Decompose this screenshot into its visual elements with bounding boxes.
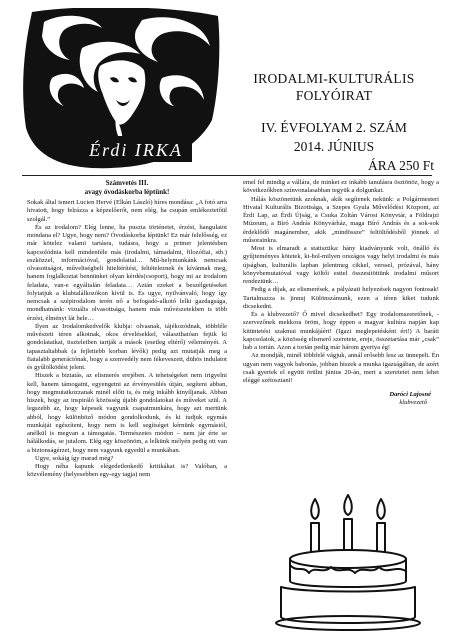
- paragraph: Hiszek a biztatás, az elismerés erejében. A tehetségeket nem irigyelni kell, hanem támogatni, egyengetni az érvényesülés útján, segíteni abban, hogy megmutatkozzanak minél előtt is, és még inkább kinyíljanak. Abban hiszek, hogy az inspiráló közösség újabb gondolatokat és műveket szül. A legszebb az, hogy képesek vagyunk csapatmunkára, hogy azt mertünk abból, hogy különböző módon gondolkodunk, és ki tudjuk egymás munkáját egészíteni, hogy nem is kell segítséget kérnünk egymástól, anélkül is megvan a támogatás. Természetes módon – nem jár érte se hálálkodás, se jutalom. Elég egy köszönöm, a lelkünk mélyén pedig ott van a biztonságérzet, hogy nem vagyunk egyedül a munkában.: [27, 372, 227, 454]
- paragraph: És az irodalom? Elég lenne, ha puszta történetet, érzést, hangulatot mondana el? Ugye, hogy nem? Óvodáskorba léptünk! Ez már felelősség, ez már kötelez valami tartásra, tudásra, hogy a primer jelentésben kapcsolódnia kell mindenféle más (irodalmi, támadalmi, filozófiai, stb.) eszközzel, információval, gondolattal… Mű-helymunkánk nemcsak olvasottságot, műveltségbeli hiteltérítést, feltételeznek és kívánnak meg, hanem foglalkoztat bennünket olyan kérdés(csoport), hogy mi az irodalom feladata, van-e egyáltalán feladata… Aztán ezeket a beszélgetéseket folytatjuk a klubtalálkozókon kívül is. És ugye, nyilvánvaló, hogy így nemcsak a szépirodalom terén nő a befogadó-alkotó lelki gazdagsága, mondhatnánk: vizuális olvasottsága, hanem más művészetekben is több érzést, élményt lát bele…: [27, 223, 227, 322]
- article-heading-line2: avagy óvodáskorba léptünk!: [84, 187, 170, 196]
- paragraph: És a klubvezető? Ő mivel dicsekedhet? Egy irodalomszeretőnek, -szervezőnek mekkora öröm, hogy éppen a magyar kultúra napján kap kitüntetést szakmai munkájáért! (Igazi meglepetésként ért!) A baráti kapcsolatok, a közösség elismerő szeretete, ereje, összetartása már „csak” hab a tortán. Azon a tortán pedig már három gyertya ég!: [243, 311, 439, 351]
- signature: [243, 391, 439, 407]
- masthead-title-line2: FOLYÓIRAT: [295, 88, 373, 103]
- paragraph: Az mondják, minél többfelé vágjuk, annál erősebb lesz az ünnepelt. Én ugyan nem vagyok babonás, jobban hiszek a munka igazságában, de azért csak gyertek el együtt örülni június 20-án, mert a szeretetet nem lehet eléggé szétosztani!: [243, 352, 439, 384]
- paragraph: Most is elmaradt a statisztika: hány kiadványunk volt, önálló és gyűjteményes kötetek, ki-hol-milyen országos vagy helyi irodalmi és más újságban, kulturális lapban jelentmeg cikkel, verssel, prózával, hány könyvbemutatóval vagy költői esttel összesítöttünk irodalmi műsort rendeztünk…: [243, 245, 439, 285]
- paragraph: Hogy néha kapunk elégedetlenkedő kritikákat is? Valóban, a közvélemény (helyesebben egy-egy tagja) nem: [27, 463, 227, 479]
- signature-role: klubvezető: [399, 399, 427, 407]
- masthead-issue: IV. ÉVFOLYAM 2. SZÁM: [261, 120, 407, 135]
- article-heading: [27, 179, 227, 196]
- paragraph: Ilyen az Irodalomkedvelők klubja: olvasnak, tájékozódnak, többféle művészeti téren alkotnak, okos érvelésekkel, választhatóan fejtik ki gondolataikat, tiszteletben tartják a mások (esetleg eltérő) véleményét. A tapasztaltabbak (a fejlettebb korban lévők) pedig azt mutatják meg a fiatalabb generációnak, hogy a szenvedély nem fékeveszett, dühös indulatot és gyűlölködést jelent.: [27, 322, 227, 371]
- erdi-irka-logo: [22, 8, 222, 170]
- paragraph: Pedig a díjak, az elismerések, a pályázati helyezések nagyon fontosak! Tartalmazza is jinnuj Különszámunk, ezen a téren kiket tudunk dicsekedni.: [243, 286, 439, 310]
- paragraph: Hálás köszönetünk azoknak, akik segítenek nekünk: a Polgármesteri Hivatal Kulturális Bizottsága, a Szepes Gyula Művelődési Központ, az Érdi Lap, az Érdi Újság, a Csuka Zoltán Városi Könyvtár, a Földrajzi Múzeum, a Bíró András Könyvárház, maga Bíró András és a sok-sok érdeklődő magánember, akik „mindössze” feltöltődésből jönnek el műsorainkra.: [243, 195, 439, 244]
- masthead-price: ÁRA 250 Ft: [367, 158, 434, 173]
- signature-name: Daróci Lajosné: [389, 391, 431, 399]
- masthead: [222, 70, 446, 175]
- paragraph: Sokak által ismert Lucien Hervé (Elkán László) híres mondása: „A fotó arra hivatott, hogy felrázza a képzelőerőt, nem elég, ha csupán emlékeztetőül szolgál.”: [27, 199, 227, 223]
- masthead-date: 2014. JÚNIUS: [293, 139, 375, 154]
- logo-wordmark: Érdi IRKA: [89, 140, 183, 160]
- paragraph: emel fel mindig a vállára, de minket ez inkább tanulásra ösztönöz, hogy a következőkben színvonalasabban tegyük a dolgunkat.: [243, 179, 439, 195]
- birthday-cake-illustration: [273, 493, 423, 633]
- header-divider: [22, 175, 432, 176]
- article-heading-line1: Számvetés III.: [105, 179, 149, 187]
- article-column-right: [243, 179, 439, 408]
- masthead-title-line1: IRODALMI-KULTURÁLIS: [253, 71, 415, 86]
- paragraph: Ugye, sokáig így marad még?: [35, 454, 114, 462]
- article-column-left: [27, 179, 227, 480]
